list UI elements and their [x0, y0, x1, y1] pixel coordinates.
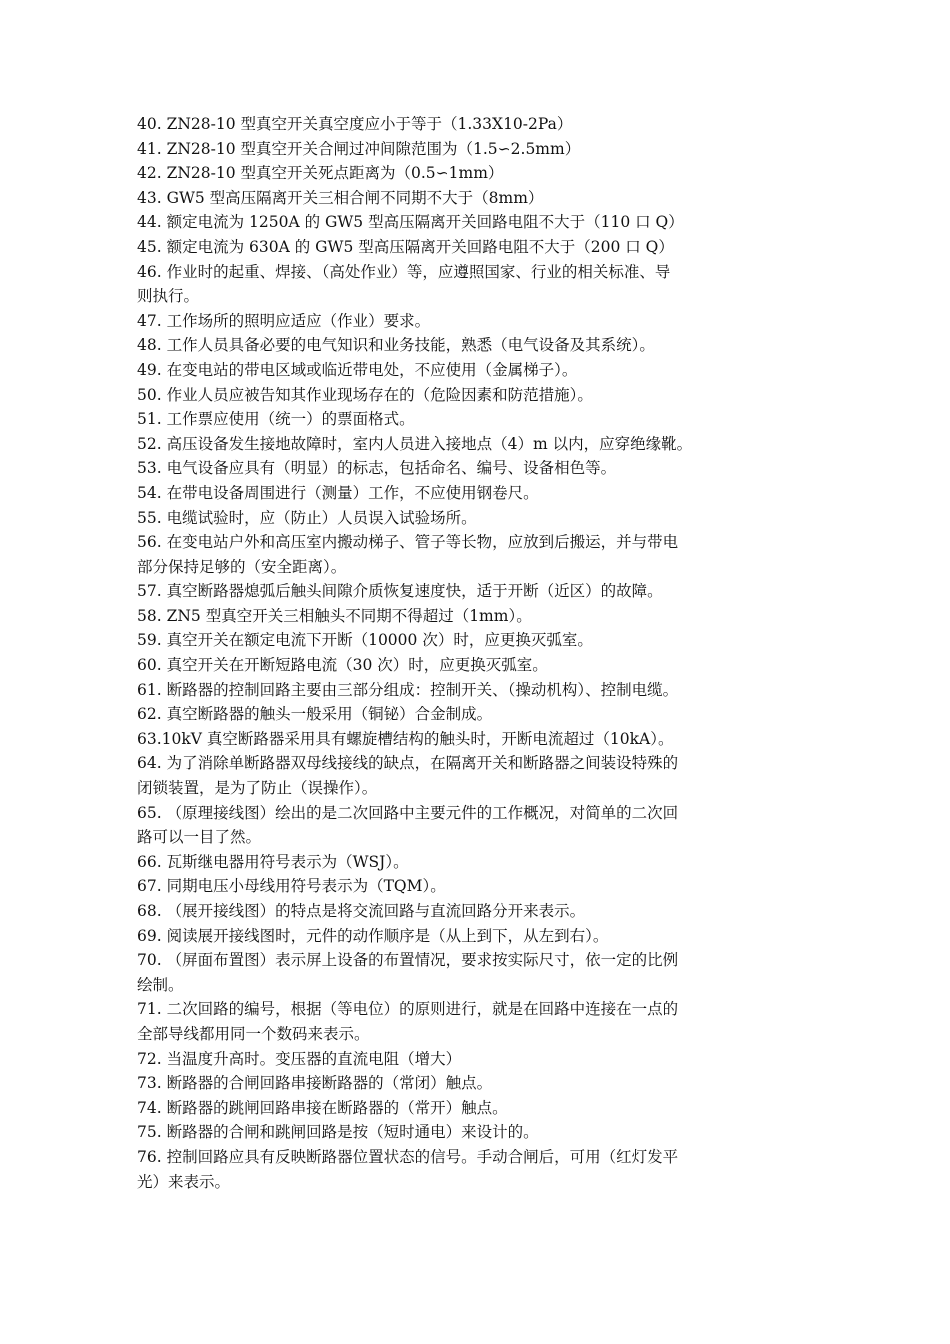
text-line: 48. 工作人员具备必要的电气知识和业务技能，熟悉（电气设备及其系统）。 — [137, 336, 655, 355]
text-line: 63.10kV 真空断路器采用具有螺旋槽结构的触头时，开断电流超过（10kA）。 — [137, 729, 674, 748]
text-line: 41. ZN28-10 型真空开关合闸过冲间隙范围为（1.5∽2.5mm） — [137, 139, 581, 158]
text-line: 69. 阅读展开接线图时，元件的动作顺序是（从上到下，从左到右）。 — [137, 926, 609, 945]
text-line: 42. ZN28-10 型真空开关死点距离为（0.5∽1mm） — [137, 164, 504, 183]
text-line: 57. 真空断路器熄弧后触头间隙介质恢复速度快，适于开断（近区）的故障。 — [137, 582, 663, 601]
text-line: 则执行。 — [137, 287, 200, 306]
text-line: 59. 真空开关在额定电流下开断（10000 次）时，应更换灭弧室。 — [137, 631, 593, 650]
text-line: 66. 瓦斯继电器用符号表示为（WSJ）。 — [137, 852, 409, 871]
text-line: 47. 工作场所的照明应适应（作业）要求。 — [137, 311, 431, 330]
text-line: 44. 额定电流为 1250A 的 GW5 型高压隔离开关回路电阻不大于（110 口 Q） — [137, 213, 684, 232]
text-line: 40. ZN28-10 型真空开关真空度应小于等于（1.33X10-2Pa） — [137, 115, 573, 133]
text-line: 62. 真空断路器的触头一般采用（铜铋）合金制成。 — [137, 705, 493, 724]
text-line: 64. 为了消除单断路器双母线接线的缺点，在隔离开关和断路器之间装设特殊的 — [137, 754, 679, 773]
text-line: 60. 真空开关在开断短路电流（30 次）时，应更换灭弧室。 — [137, 656, 548, 675]
text-line: 路可以一目了然。 — [137, 828, 262, 847]
text-line: 56. 在变电站户外和高压室内搬动梯子、管子等长物，应放到后搬运，并与带电 — [137, 533, 679, 552]
text-line: 71. 二次回路的编号，根据（等电位）的原则进行，就是在回路中连接在一点的 — [137, 1000, 679, 1019]
text-line: 67. 同期电压小母线用符号表示为（TQM）。 — [137, 877, 446, 896]
text-line: 全部导线都用同一个数码来表示。 — [137, 1024, 370, 1043]
document-body — [137, 112, 837, 1194]
text-line: 43. GW5 型高压隔离开关三相合闸不同期不大于（8mm） — [137, 188, 544, 207]
text-line: 51. 工作票应使用（统一）的票面格式。 — [137, 410, 415, 429]
text-line: 49. 在变电站的带电区域或临近带电处，不应使用（金属梯子）。 — [137, 360, 578, 379]
text-line: 45. 额定电流为 630A 的 GW5 型高压隔离开关回路电阻不大于（200 口 Q） — [137, 237, 674, 256]
text-line: 闭锁装置，是为了防止（误操作）。 — [137, 779, 378, 798]
text-line: 46. 作业时的起重、焊接、（高处作业）等，应遵照国家、行业的相关标准、导 — [137, 262, 671, 281]
text-line: 54. 在带电设备周围进行（测量）工作，不应使用钢卷尺。 — [137, 483, 539, 502]
text-line: 68. （展开接线图）的特点是将交流回路与直流回路分开来表示。 — [137, 902, 586, 920]
text-line: 73. 断路器的合闸回路串接断路器的（常闭）触点。 — [137, 1074, 493, 1093]
text-line: 53. 电气设备应具有（明显）的标志，包括命名、编号、设备相色等。 — [137, 459, 617, 478]
text-line: 55. 电缆试验时，应（防止）人员误入试验场所。 — [137, 508, 477, 527]
text-line: 光）来表示。 — [137, 1172, 231, 1191]
text-line: 部分保持足够的（安全距离）。 — [137, 557, 347, 576]
text-line: 70. （屏面布置图）表示屏上设备的布置情况，要求按实际尺寸，依一定的比例 — [137, 951, 679, 970]
text-line: 74. 断路器的跳闸回路串接在断路器的（常开）触点。 — [137, 1098, 508, 1117]
text-line: 绘制。 — [137, 975, 184, 994]
text-line: 50. 作业人员应被告知其作业现场存在的（危险因素和防范措施）。 — [137, 385, 593, 404]
text-line: 75. 断路器的合闸和跳闸回路是按（短时通电）来设计的。 — [137, 1123, 539, 1142]
text-line: 52. 高压设备发生接地故障时，室内人员进入接地点（4）m 以内，应穿绝缘靴。 — [137, 434, 693, 453]
text-line: 58. ZN5 型真空开关三相触头不同期不得超过（1mm）。 — [137, 606, 532, 625]
text-line: 61. 断路器的控制回路主要由三部分组成：控制开关、（操动机构）、控制电缆。 — [137, 680, 679, 699]
text-line: 76. 控制回路应具有反映断路器位置状态的信号。手动合闸后，可用（红灯发平 — [137, 1147, 679, 1166]
text-line: 72. 当温度升高时。变压器的直流电阻（增大） — [137, 1049, 462, 1068]
text-line: 65. （原理接线图）绘出的是二次回路中主要元件的工作概况，对简单的二次回 — [137, 803, 679, 822]
